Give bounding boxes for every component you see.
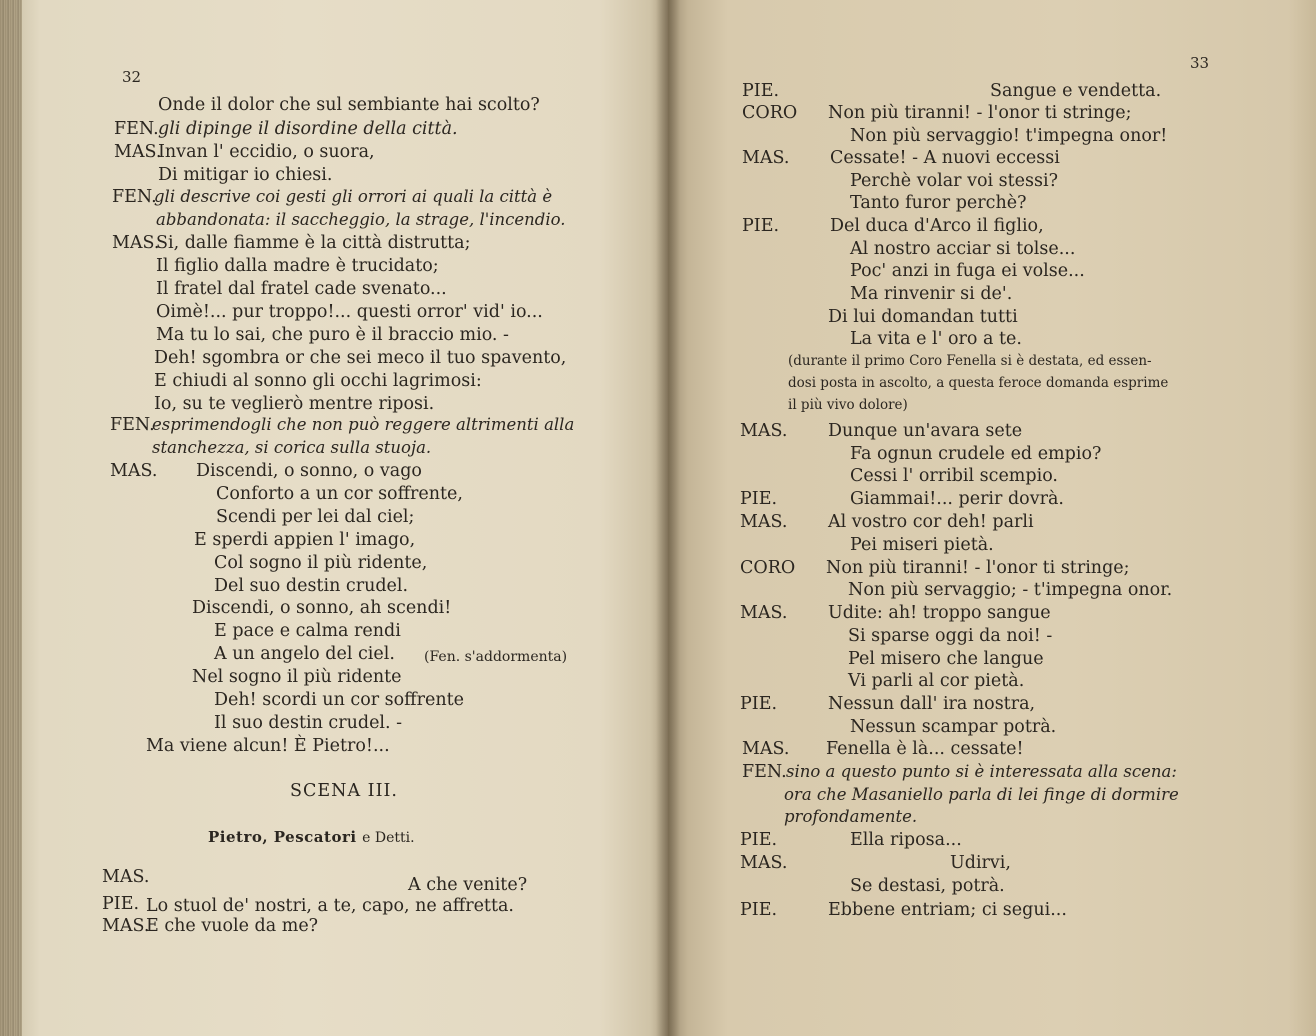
speaker-label: CORO (740, 558, 796, 578)
speaker-label: MAS. (740, 853, 788, 873)
verse-line: Discendi, o sonno, o vago (196, 461, 422, 481)
cast-list (208, 826, 415, 849)
page-number: 32 (122, 68, 142, 86)
stage-direction: dosi posta in ascolto, a questa feroce domanda esprime (788, 375, 1169, 391)
cast-names: Pietro, Pescatori (208, 828, 357, 846)
speaker-label: MAS. (110, 461, 158, 481)
verse-line: Fa ognun crudele ed empio? (850, 444, 1102, 464)
page-edges (0, 0, 22, 1036)
speaker-label: CORO (742, 103, 798, 123)
verse-line: Del suo destin crudel. (214, 576, 409, 596)
stage-direction: il più vivo dolore) (788, 397, 908, 413)
verse-line: Nessun scampar potrà. (850, 717, 1057, 737)
speaker-label: FEN. (114, 119, 159, 139)
verse-line: Di lui domandan tutti (828, 307, 1018, 327)
verse-line: E sperdi appien l' imago, (194, 530, 416, 550)
verse-line: Il figlio dalla madre è trucidato; (156, 256, 439, 276)
speaker-label: FEN. (112, 187, 157, 207)
speaker-label: PIE. (102, 894, 140, 914)
verse-line: Invan l' eccidio, o suora, (158, 142, 375, 162)
stage-direction: sino a questo punto si è interessata alla scena: (786, 762, 1177, 781)
verse-line: Poc' anzi in fuga ei volse... (850, 261, 1085, 281)
speaker-label: MAS. (740, 512, 788, 532)
speaker-label: MAS. (114, 142, 162, 162)
verse-line: Udirvi, (950, 853, 1011, 873)
verse-line: A che venite? (408, 875, 528, 895)
stage-direction: stanchezza, si corica sulla stuoja. (152, 438, 432, 457)
verse-line: Pei miseri pietà. (850, 535, 994, 555)
verse-line: Dunque un'avara sete (828, 421, 1023, 441)
cast-rest: e Detti. (362, 830, 415, 846)
verse-line: Ma rinvenir si de'. (850, 284, 1013, 304)
speaker-label: FEN. (742, 762, 787, 782)
verse-line: Col sogno il più ridente, (214, 553, 428, 573)
speaker-label: MAS. (112, 233, 160, 253)
verse-line: Oimè!... pur troppo!... questi orror' vid' io... (156, 302, 543, 322)
verse-line: Onde il dolor che sul sembiante hai scolto? (158, 95, 540, 115)
stage-direction: ora che Masaniello parla di lei finge di dormire (784, 785, 1179, 804)
verse-line: Perchè volar voi stessi? (850, 171, 1058, 191)
speaker-label: MAS. (742, 148, 790, 168)
speaker-label: PIE. (740, 900, 778, 920)
speaker-label: PIE. (742, 81, 780, 101)
right-page (668, 0, 1316, 1036)
verse-line: Non più tiranni! - l'onor ti stringe; (826, 558, 1130, 578)
speaker-label: MAS. (740, 421, 788, 441)
speaker-label: MAS. (742, 739, 790, 759)
verse-line: Ma tu lo sai, che puro è il braccio mio. - (156, 325, 509, 345)
stage-direction: gli descrive coi gesti gli orrori ai quali la città è (154, 187, 553, 206)
verse-line: Non più servaggio; - t'impegna onor. (848, 580, 1173, 600)
verse-line: Ella riposa... (850, 830, 962, 850)
speaker-label: PIE. (740, 830, 778, 850)
verse-line: E che vuole da me? (146, 916, 319, 936)
speaker-label: PIE. (740, 694, 778, 714)
verse-line: Deh! sgombra or che sei meco il tuo spavento, (154, 348, 567, 368)
speaker-label: PIE. (742, 216, 780, 236)
verse-line: Si, dalle fiamme è la città distrutta; (156, 233, 471, 253)
verse-line: Ebbene entriam; ci segui... (828, 900, 1067, 920)
verse-line: Discendi, o sonno, ah scendi! (192, 598, 452, 618)
verse-line: Al vostro cor deh! parli (828, 512, 1034, 532)
verse-line: Ma viene alcun! È Pietro!... (146, 736, 390, 756)
verse-line: Tanto furor perchè? (850, 193, 1027, 213)
stage-note: (Fen. s'addormenta) (424, 649, 568, 665)
scene-title: SCENA III. (290, 781, 398, 801)
stage-direction: abbandonata: il saccheggio, la strage, l'incendio. (156, 210, 566, 229)
verse-line: Nessun dall' ira nostra, (828, 694, 1036, 714)
verse-line: Sangue e vendetta. (990, 81, 1162, 101)
verse-line: La vita e l' oro a te. (850, 329, 1022, 349)
speaker-label: FEN. (110, 415, 155, 435)
verse-line: Scendi per lei dal ciel; (216, 507, 415, 527)
verse-line: Cessi l' orribil scempio. (850, 466, 1058, 486)
verse-line: Cessate! - A nuovi eccessi (830, 148, 1060, 168)
verse-line: E pace e calma rendi (214, 621, 401, 641)
verse-line: Io, su te veglierò mentre riposi. (154, 394, 435, 414)
verse-line: Di mitigar io chiesi. (158, 165, 333, 185)
speaker-label: MAS. (740, 603, 788, 623)
verse-line: Se destasi, potrà. (850, 876, 1005, 896)
stage-direction: (durante il primo Coro Fenella si è destata, ed essen- (788, 353, 1152, 369)
verse-line: Deh! scordi un cor soffrente (214, 690, 464, 710)
speaker-label: MAS. (102, 867, 150, 887)
stage-direction: profondamente. (784, 807, 918, 826)
verse-line: A un angelo del ciel. (214, 644, 395, 664)
verse-line: Lo stuol de' nostri, a te, capo, ne affretta. (146, 896, 514, 916)
verse-line: Conforto a un cor soffrente, (216, 484, 463, 504)
page-number: 33 (1190, 54, 1210, 72)
verse-line: Pel misero che langue (848, 649, 1044, 669)
verse-line: Fenella è là... cessate! (826, 739, 1024, 759)
verse-line: Non più servaggio! t'impegna onor! (850, 126, 1168, 146)
stage-direction: gli dipinge il disordine della città. (158, 119, 458, 139)
verse-line: Nel sogno il più ridente (192, 667, 402, 687)
stage-direction: esprimendogli che non può reggere altrimenti alla (152, 415, 575, 434)
verse-line: Il suo destin crudel. - (214, 713, 403, 733)
speaker-label: MAS. (102, 916, 150, 936)
book-gutter (656, 0, 680, 1036)
verse-line: Vi parli al cor pietà. (848, 671, 1025, 691)
verse-line: Si sparse oggi da noi! - (848, 626, 1053, 646)
speaker-label: PIE. (740, 489, 778, 509)
verse-line: Udite: ah! troppo sangue (828, 603, 1051, 623)
verse-line: Non più tiranni! - l'onor ti stringe; (828, 103, 1132, 123)
verse-line: Del duca d'Arco il figlio, (830, 216, 1044, 236)
verse-line: E chiudi al sonno gli occhi lagrimosi: (154, 371, 482, 391)
verse-line: Al nostro acciar si tolse... (850, 239, 1076, 259)
verse-line: Il fratel dal fratel cade svenato... (156, 279, 447, 299)
verse-line: Giammai!... perir dovrà. (850, 489, 1064, 509)
